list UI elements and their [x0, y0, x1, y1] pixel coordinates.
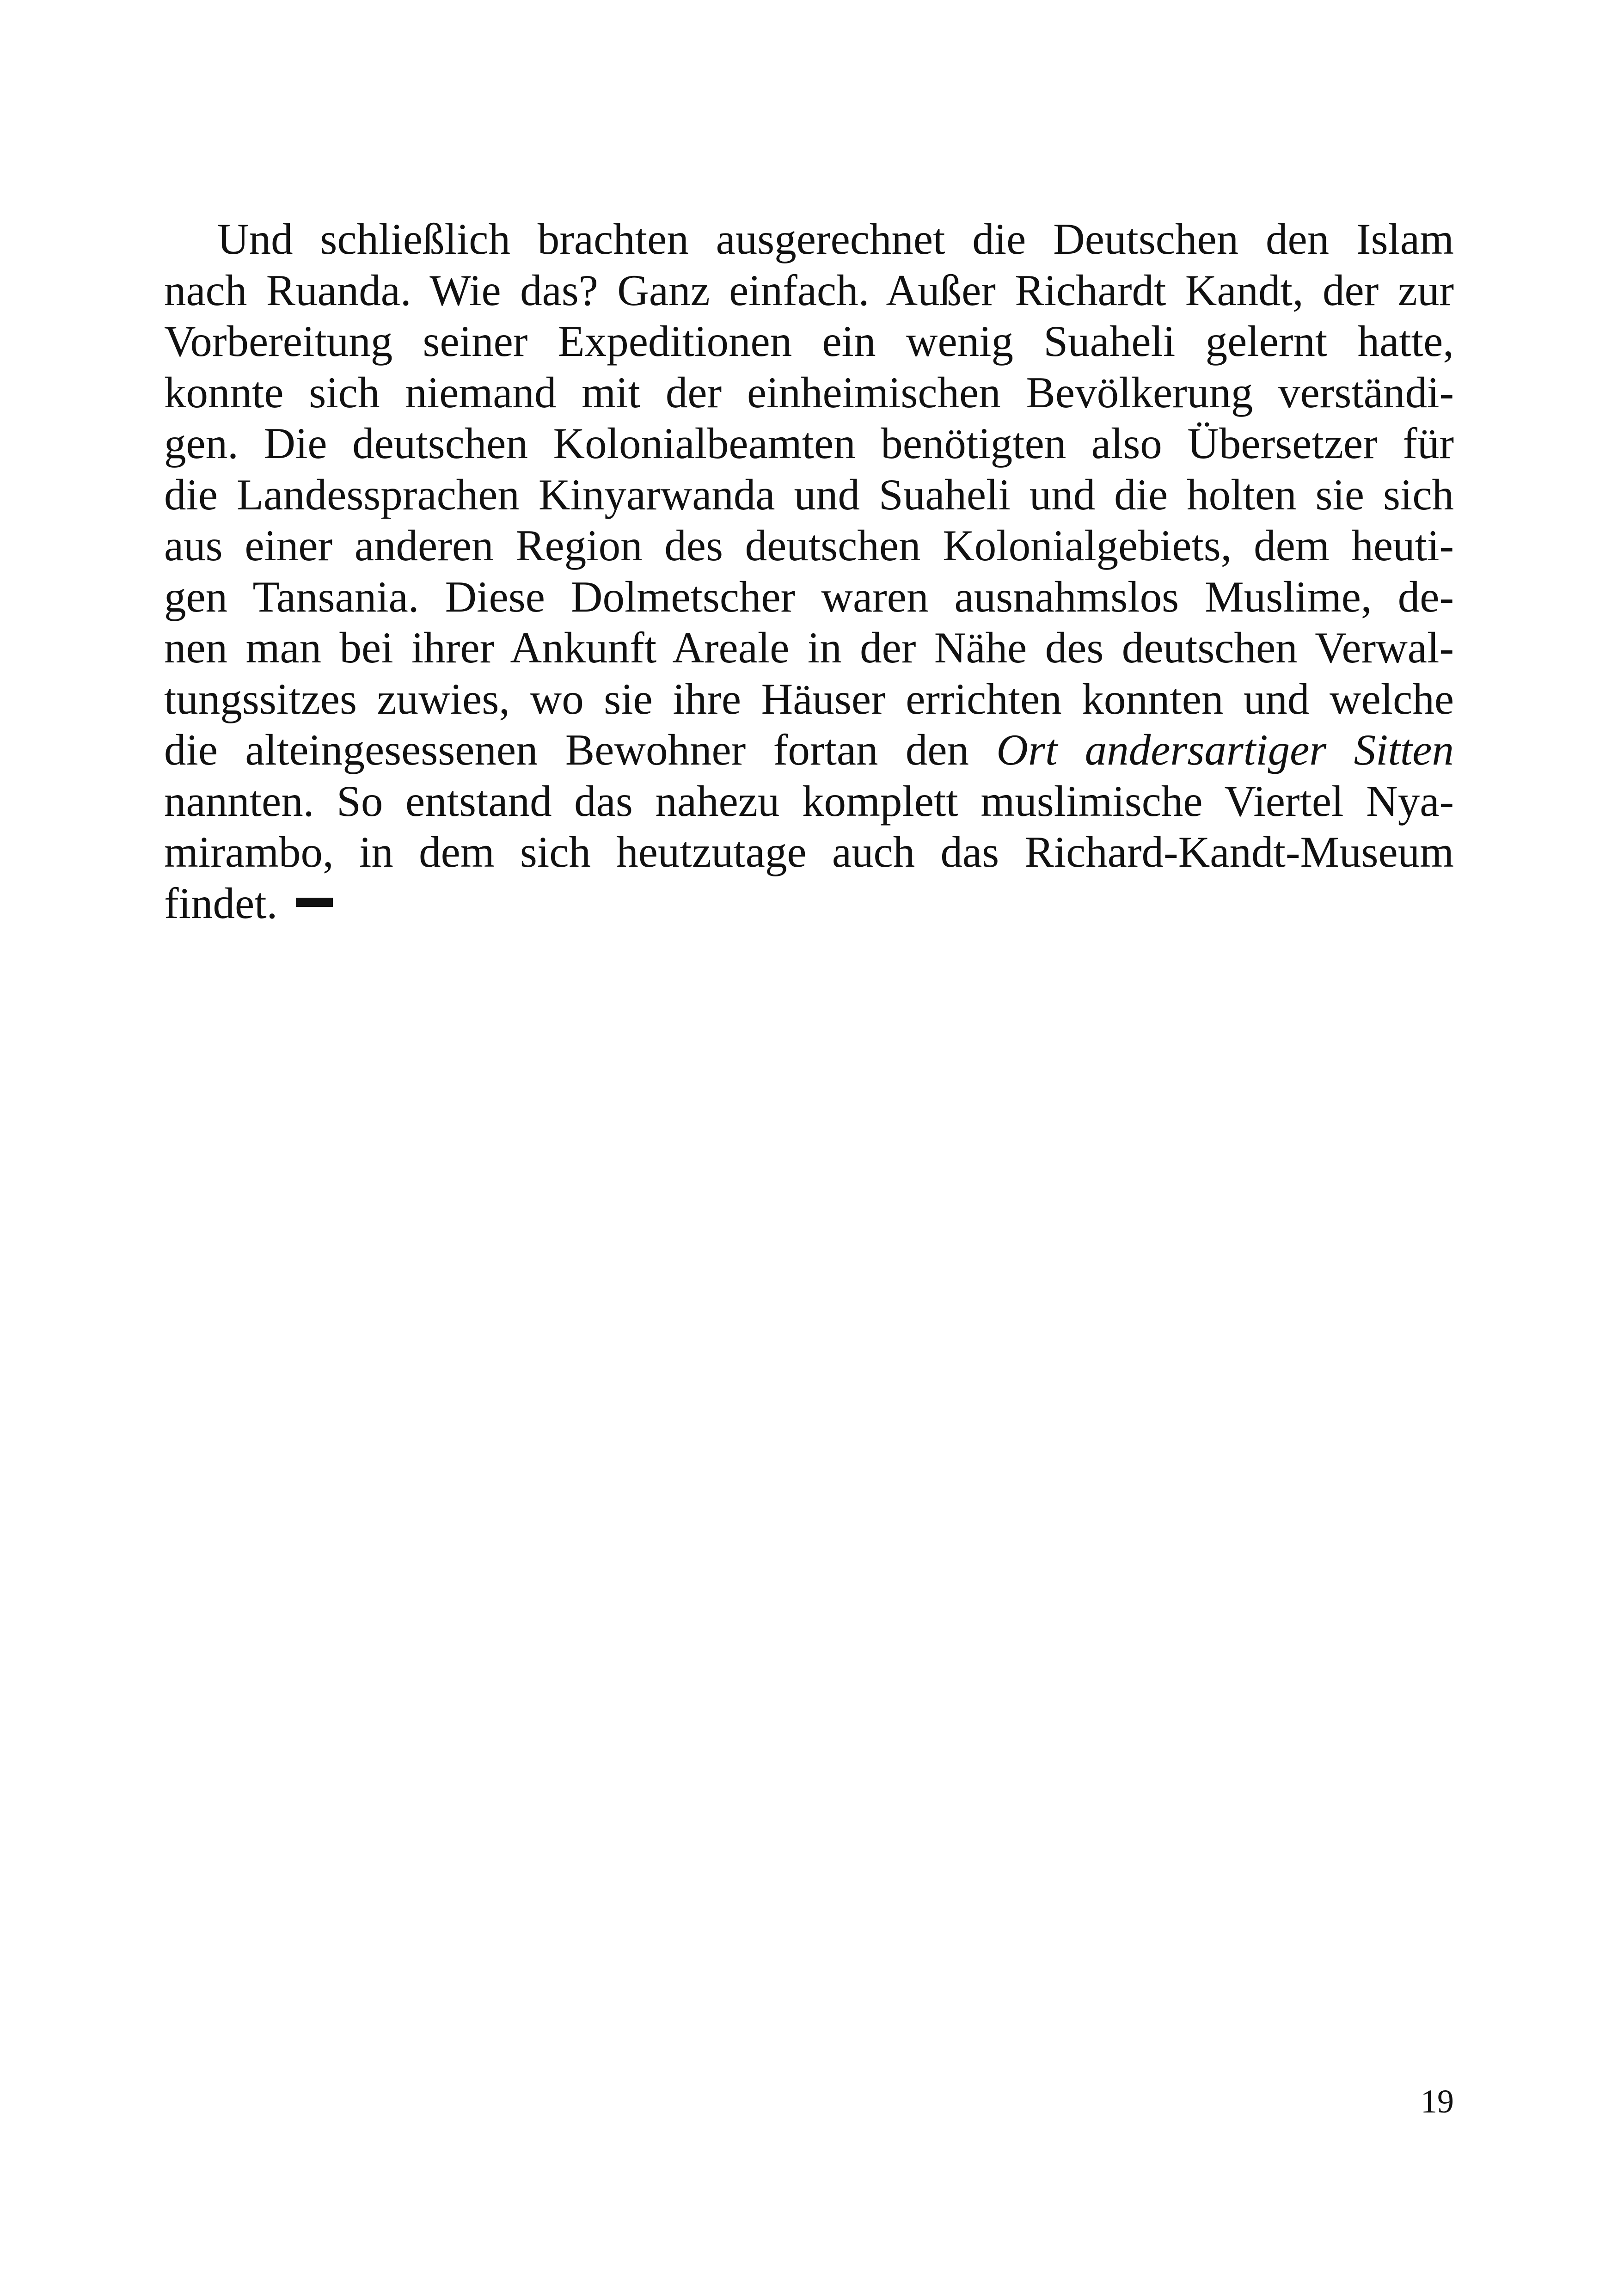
text-line: tungssitzes zuwies, wo sie ihre Häuser errichten konnten und welche — [164, 674, 1454, 723]
text-line-last — [164, 878, 1454, 929]
body-paragraph — [164, 214, 1454, 929]
text-line — [164, 724, 1454, 776]
text-segment: findet. — [164, 878, 278, 928]
end-of-article-mark — [296, 898, 333, 907]
text-line: konnte sich niemand mit der einheimischen Bevölkerung verständi- — [164, 367, 1454, 417]
text-line: Vorbereitung seiner Expeditionen ein wenig Suaheli gelernt hatte, — [164, 317, 1454, 366]
text-segment: die alteingesessenen Bewohner fortan den — [164, 725, 997, 774]
text-line: die Landessprachen Kinyarwanda und Suaheli und die holten sie sich — [164, 470, 1454, 519]
text-line: nach Ruanda. Wie das? Ganz einfach. Außer Richardt Kandt, der zur — [164, 265, 1454, 315]
text-line: gen. Die deutschen Kolonialbeamten benötigten also Übersetzer für — [164, 419, 1454, 468]
text-line: aus einer anderen Region des deutschen Kolonialgebiets, dem heuti- — [164, 521, 1454, 570]
text-line: nannten. So entstand das nahezu komplett muslimische Viertel Nya- — [164, 776, 1454, 826]
text-line: Und schließlich brachten ausgerechnet die Deutschen den Islam — [217, 214, 1454, 263]
text-line: mirambo, in dem sich heutzutage auch das Richard-Kandt-Museum — [164, 827, 1454, 876]
text-line: nen man bei ihrer Ankunft Areale in der Nähe des deutschen Verwal- — [164, 623, 1454, 672]
page-number: 19 — [1421, 2083, 1454, 2120]
text-line: gen Tansania. Diese Dolmetscher waren ausnahmslos Muslime, de- — [164, 572, 1454, 621]
italic-phrase: Ort andersartiger Sitten — [996, 725, 1454, 774]
